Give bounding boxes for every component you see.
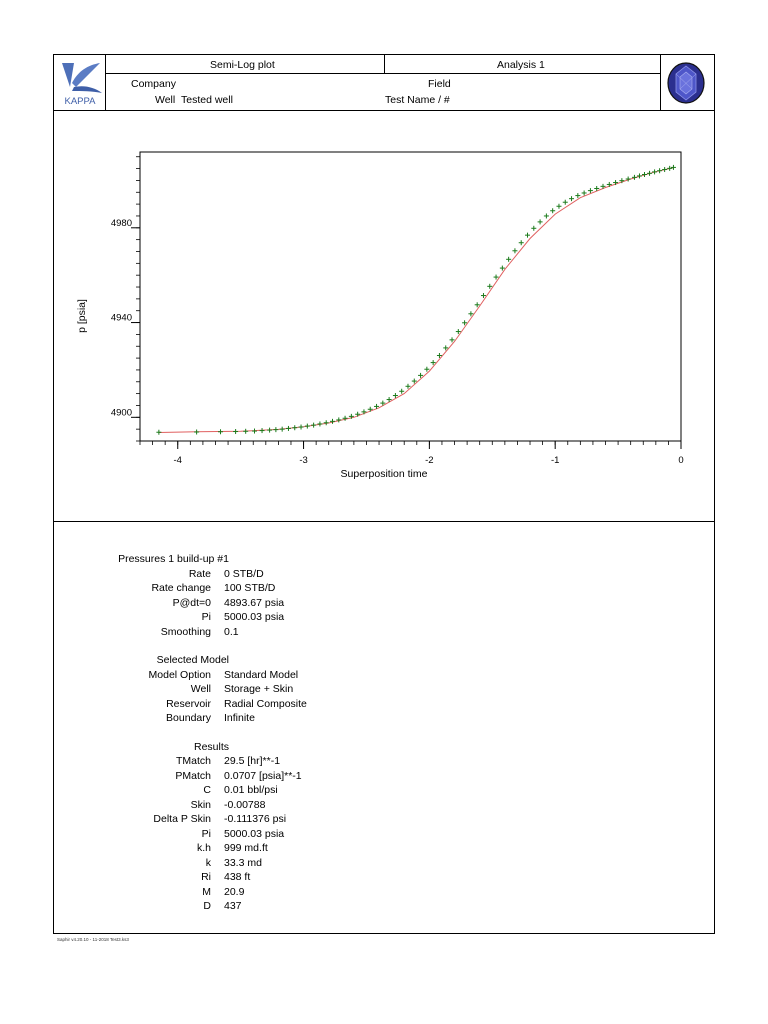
- data-point: [531, 226, 536, 231]
- data-point: [632, 175, 637, 180]
- data-point: [550, 208, 555, 213]
- result-label: Smoothing: [160, 625, 211, 638]
- result-value: Standard Model: [224, 668, 299, 681]
- result-value: 0.0707 [psia]**-1: [224, 769, 302, 782]
- data-point: [607, 182, 612, 187]
- analysis-name: Analysis 1: [497, 59, 545, 71]
- header-row-divider: [105, 73, 660, 74]
- data-point: [252, 429, 257, 434]
- y-tick-label: 4900: [110, 407, 132, 419]
- x-tick-label: -4: [173, 455, 182, 466]
- result-label: C: [203, 784, 211, 796]
- y-tick-label: 4980: [110, 217, 132, 229]
- data-point: [336, 417, 341, 422]
- data-point: [273, 427, 278, 432]
- data-point: [280, 427, 285, 432]
- result-label: Skin: [190, 798, 211, 811]
- well-label: Well: [155, 94, 176, 106]
- data-point: [243, 429, 248, 434]
- data-point: [525, 233, 530, 238]
- data-point: [667, 166, 672, 171]
- data-point: [647, 171, 652, 176]
- y-tick-label: 4940: [110, 312, 132, 324]
- data-point: [267, 428, 272, 433]
- data-point: [569, 196, 574, 201]
- result-label: k: [205, 856, 211, 869]
- chart-axes: [111, 152, 684, 466]
- data-point: [260, 428, 265, 433]
- x-tick-label: -2: [425, 455, 434, 466]
- header-divider-mid: [384, 54, 385, 73]
- result-label: Ri: [201, 871, 211, 883]
- result-label: Reservoir: [166, 697, 211, 710]
- result-label: Rate change: [151, 582, 211, 594]
- data-point: [544, 213, 549, 218]
- section-divider: [53, 521, 715, 522]
- data-point: [194, 429, 199, 434]
- plot-title: Semi-Log plot: [210, 59, 275, 71]
- data-point: [563, 200, 568, 205]
- data-point: [292, 425, 297, 430]
- result-value: 0 STB/D: [224, 567, 264, 580]
- data-point: [399, 389, 404, 394]
- result-value: 437: [224, 900, 242, 912]
- x-tick-label: -3: [299, 455, 308, 466]
- result-label: Pi: [201, 611, 211, 623]
- y-axis-label: p [psia]: [76, 299, 88, 333]
- result-label: Pi: [201, 827, 211, 840]
- data-point: [156, 430, 161, 435]
- data-point: [671, 165, 676, 170]
- results-heading: Selected Model: [156, 654, 229, 666]
- result-value: 5000.03 psia: [224, 827, 285, 840]
- results-heading: Results: [193, 740, 229, 753]
- result-value: 33.3 md: [224, 856, 262, 869]
- data-point: [512, 248, 517, 253]
- data-point: [368, 407, 373, 412]
- data-point: [662, 167, 667, 172]
- result-value: 5000.03 psia: [224, 611, 285, 623]
- result-label: TMatch: [175, 755, 211, 767]
- header-divider-gem: [660, 54, 661, 110]
- data-point: [305, 424, 310, 429]
- data-point: [233, 429, 238, 434]
- semi-log-chart: [76, 140, 700, 490]
- data-point: [642, 172, 647, 177]
- footer-note: Saphir v4.20.10 - 11-2018 Test3.ks3: [57, 937, 129, 942]
- result-label: Delta P Skin: [153, 813, 211, 825]
- data-point: [657, 168, 662, 173]
- model-curve: [159, 168, 674, 433]
- result-label: Boundary: [166, 712, 211, 724]
- data-point: [506, 257, 511, 262]
- result-value: Radial Composite: [224, 697, 307, 710]
- result-label: Well: [190, 683, 211, 695]
- data-point: [286, 426, 291, 431]
- data-point: [652, 169, 657, 174]
- x-axis-label: Superposition time: [340, 468, 428, 480]
- result-label: Rate: [188, 567, 211, 580]
- result-value: -0.00788: [224, 798, 266, 811]
- kappa-logo: [56, 57, 104, 109]
- result-value: 29.5 [hr]**-1: [224, 755, 281, 767]
- chart-marks: [156, 165, 676, 435]
- header-divider-logo: [105, 54, 106, 110]
- result-label: PMatch: [175, 769, 211, 782]
- result-label: P@dt=0: [172, 596, 211, 609]
- plot-area: [140, 152, 681, 441]
- data-point: [324, 420, 329, 425]
- data-point: [424, 367, 429, 372]
- data-point: [355, 412, 360, 417]
- well-value: Tested well: [181, 94, 233, 106]
- field-label: Field: [428, 78, 451, 90]
- data-point: [361, 409, 366, 414]
- sapphire-gem-icon: [664, 60, 708, 106]
- result-label: Model Option: [148, 668, 211, 681]
- result-value: 20.9: [224, 885, 245, 898]
- data-point: [311, 423, 316, 428]
- test-name-label: Test Name / #: [385, 94, 450, 106]
- data-point: [330, 419, 335, 424]
- data-point: [575, 193, 580, 198]
- data-point: [519, 240, 524, 245]
- result-value: 4893.67 psia: [224, 596, 285, 609]
- result-value: Storage + Skin: [224, 683, 294, 695]
- result-value: 0.1: [224, 625, 239, 638]
- data-point: [538, 219, 543, 224]
- result-label: D: [203, 900, 211, 912]
- data-point: [556, 204, 561, 209]
- data-point: [317, 421, 322, 426]
- results-heading: Pressures 1 build-up #1: [118, 553, 229, 565]
- result-value: 0.01 bbl/psi: [224, 784, 278, 796]
- result-label: k.h: [196, 842, 211, 854]
- data-point: [637, 173, 642, 178]
- result-value: 999 md.ft: [224, 842, 268, 854]
- result-value: Infinite: [224, 712, 255, 724]
- x-tick-label: 0: [678, 455, 684, 466]
- result-label: M: [202, 885, 211, 898]
- x-tick-label: -1: [550, 455, 560, 466]
- header-bottom-divider: [53, 110, 715, 111]
- data-point: [582, 190, 587, 195]
- data-point: [218, 429, 223, 434]
- data-point: [299, 425, 304, 430]
- result-value: 100 STB/D: [224, 582, 276, 594]
- svg-text:KAPPA: KAPPA: [64, 96, 96, 107]
- result-value: -0.111376 psi: [224, 813, 287, 825]
- company-label: Company: [131, 78, 176, 90]
- result-value: 438 ft: [224, 871, 251, 883]
